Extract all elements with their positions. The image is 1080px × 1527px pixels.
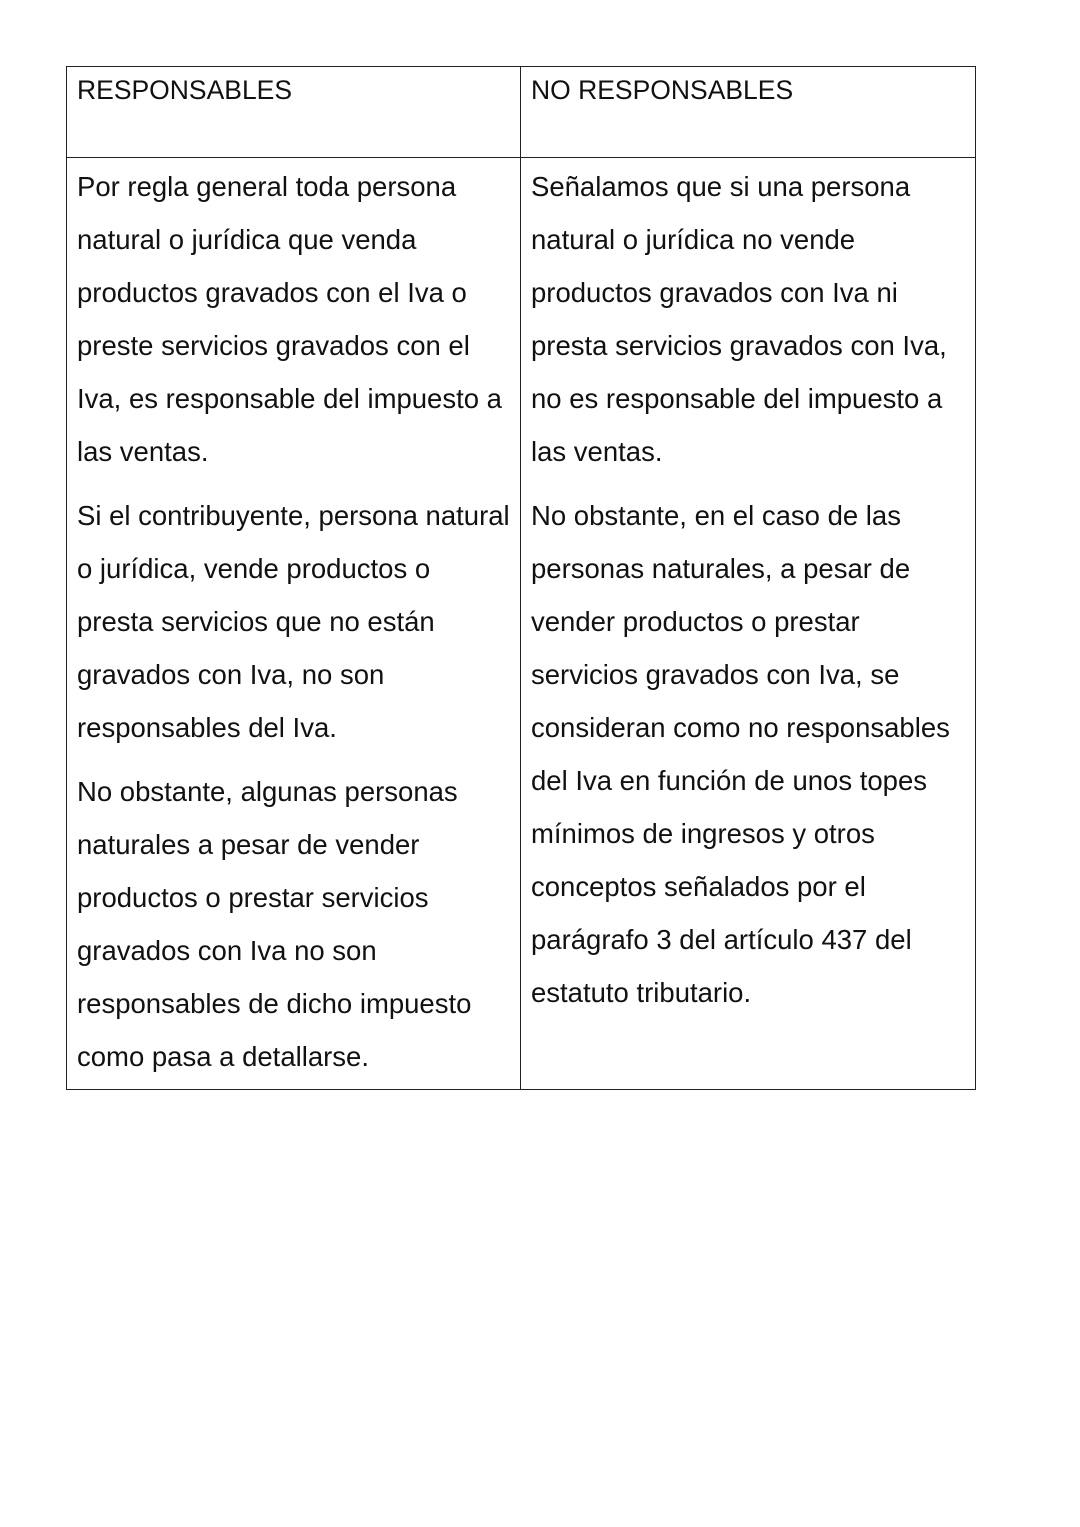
- table-row: [67, 158, 976, 1090]
- header-no-responsables: NO RESPONSABLES: [521, 67, 976, 158]
- comparison-table: [66, 66, 976, 1090]
- header-responsables: RESPONSABLES: [67, 67, 521, 158]
- paragraph: No obstante, en el caso de las personas naturales, a pesar de vender productos o prestar servicios gravados con Iva, se consideran como no responsables del Iva en función de unos topes mínimos de ingresos y otros conceptos señalados por el parágrafo 3 del artículo 437 del estatuto tributario.: [531, 500, 950, 1008]
- cell-responsables: [67, 158, 521, 1090]
- paragraph: No obstante, algunas personas naturales a pesar de vender productos o prestar servicios gravados con Iva no son responsables de dicho impuesto como pasa a detallarse.: [77, 776, 472, 1072]
- paragraph: Si el contribuyente, persona natural o jurídica, vende productos o presta servicios que no están gravados con Iva, no son responsables del Iva.: [77, 500, 510, 743]
- paragraph: Por regla general toda persona natural o jurídica que venda productos gravados con el Iva o preste servicios gravados con el Iva, es responsable del impuesto a las ventas.: [77, 171, 502, 467]
- paragraph: Señalamos que si una persona natural o jurídica no vende productos gravados con Iva ni presta servicios gravados con Iva, no es responsable del impuesto a las ventas.: [531, 171, 947, 467]
- cell-no-responsables: [521, 158, 976, 1090]
- table-header-row: [67, 67, 976, 158]
